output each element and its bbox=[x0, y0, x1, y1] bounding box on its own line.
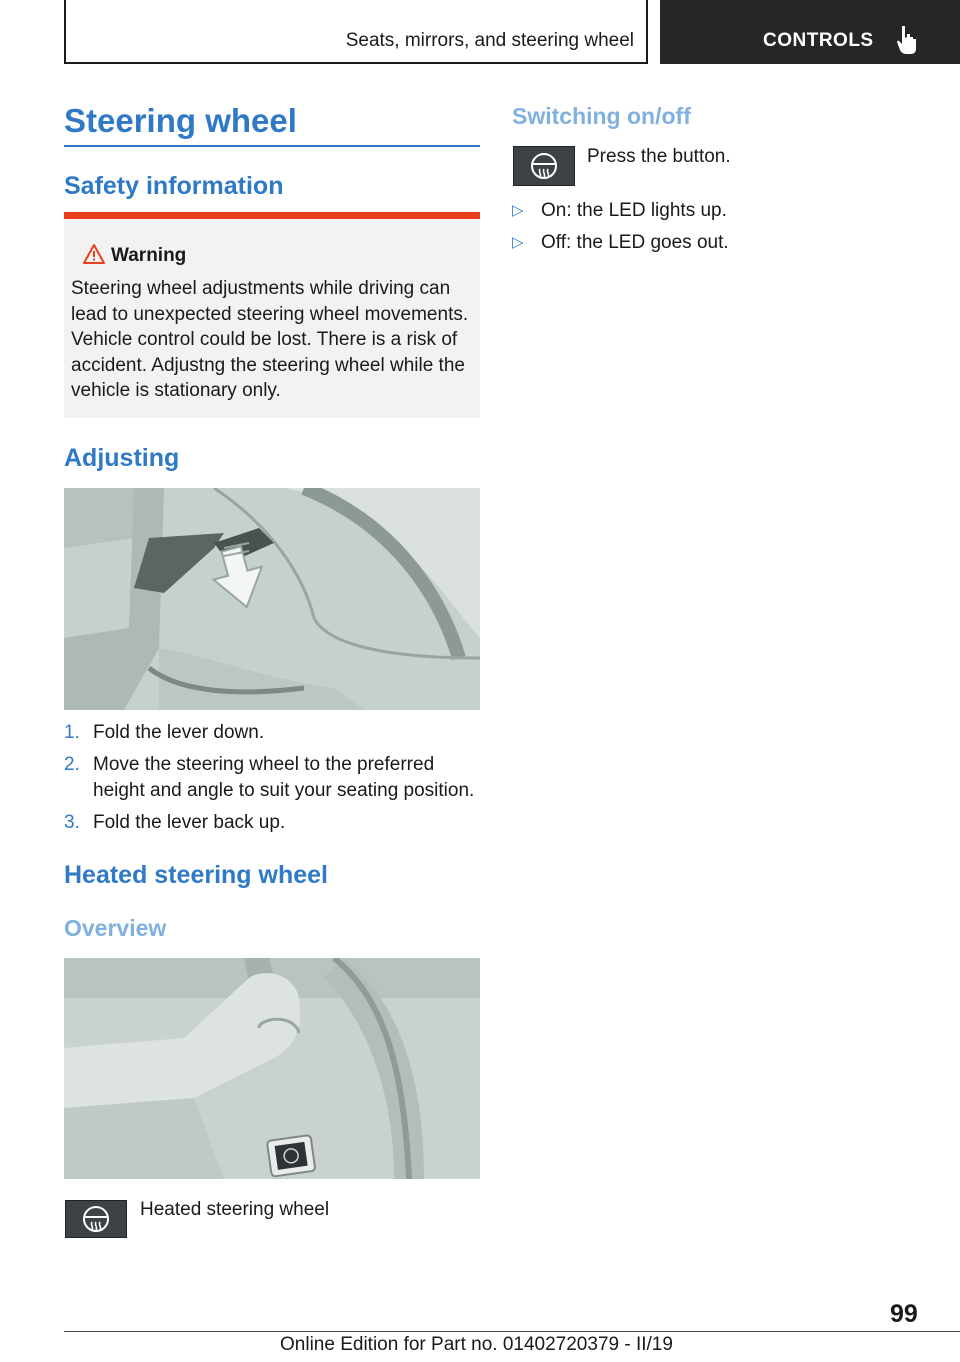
list-item bbox=[64, 752, 480, 803]
list-item bbox=[512, 198, 928, 224]
heated-button-caption: Heated steering wheel bbox=[140, 1199, 330, 1220]
header-chapter-tab[interactable] bbox=[660, 0, 960, 64]
adjusting-lever-illustration bbox=[64, 488, 480, 710]
page-title: Steering wheel bbox=[64, 102, 297, 139]
bullet-marker: ▷ bbox=[512, 202, 524, 219]
warning-text: Steering wheel adjustments while driving can lead to unexpected steering wheel movements. Vehicle control could be lost. There is a risk of accident. Adjustng the steering wheel while the vehicle is stationary only. bbox=[71, 278, 469, 401]
bullet-marker: ▷ bbox=[512, 234, 524, 251]
list-item bbox=[64, 810, 480, 836]
title-divider bbox=[64, 145, 480, 147]
switching-bullet-list bbox=[512, 198, 928, 256]
bullet-text: On: the LED lights up. bbox=[541, 200, 727, 221]
bullet-text: Off: the LED goes out. bbox=[541, 232, 729, 253]
switching-instruction: Press the button. bbox=[587, 146, 731, 167]
step-number: 2. bbox=[64, 754, 80, 775]
step-number: 1. bbox=[64, 722, 80, 743]
footer-divider bbox=[64, 1331, 960, 1332]
switching-bullets bbox=[512, 198, 928, 262]
step-text: Fold the lever down. bbox=[93, 722, 265, 743]
step-text: Move the steering wheel to the preferred height and angle to suit your seating position. bbox=[93, 754, 475, 801]
switching-heading: Switching on/off bbox=[512, 103, 691, 129]
adjusting-steps-list bbox=[64, 720, 480, 835]
step-number: 3. bbox=[64, 811, 80, 833]
page-number: 99 bbox=[890, 1300, 918, 1328]
header-chapter-label: CONTROLS bbox=[763, 30, 874, 51]
footer-edition: Online Edition for Part no. 01402720379 - II/19 bbox=[280, 1334, 673, 1355]
list-item bbox=[512, 230, 928, 256]
heated-steering-wheel-icon bbox=[514, 147, 574, 185]
heated-button-location-illustration bbox=[64, 958, 480, 1179]
heated-steering-wheel-icon bbox=[66, 1201, 126, 1237]
overview-heading: Overview bbox=[64, 915, 167, 941]
warning-label: Warning bbox=[111, 245, 187, 266]
heated-steering-wheel-button bbox=[65, 1200, 127, 1238]
warning-triangle-icon bbox=[82, 243, 106, 265]
list-item bbox=[64, 720, 480, 746]
step-text: Fold the lever back up. bbox=[93, 811, 286, 833]
adjusting-heading: Adjusting bbox=[64, 444, 180, 472]
header-section-title: Seats, mirrors, and steering wheel bbox=[345, 30, 634, 51]
header-section-box bbox=[64, 0, 648, 64]
switching-button bbox=[513, 146, 575, 186]
warning-box bbox=[64, 212, 480, 418]
safety-heading: Safety information bbox=[64, 172, 284, 200]
hand-pointer-icon bbox=[896, 24, 920, 56]
heated-heading: Heated steering wheel bbox=[64, 861, 328, 889]
adjusting-steps bbox=[64, 720, 480, 842]
